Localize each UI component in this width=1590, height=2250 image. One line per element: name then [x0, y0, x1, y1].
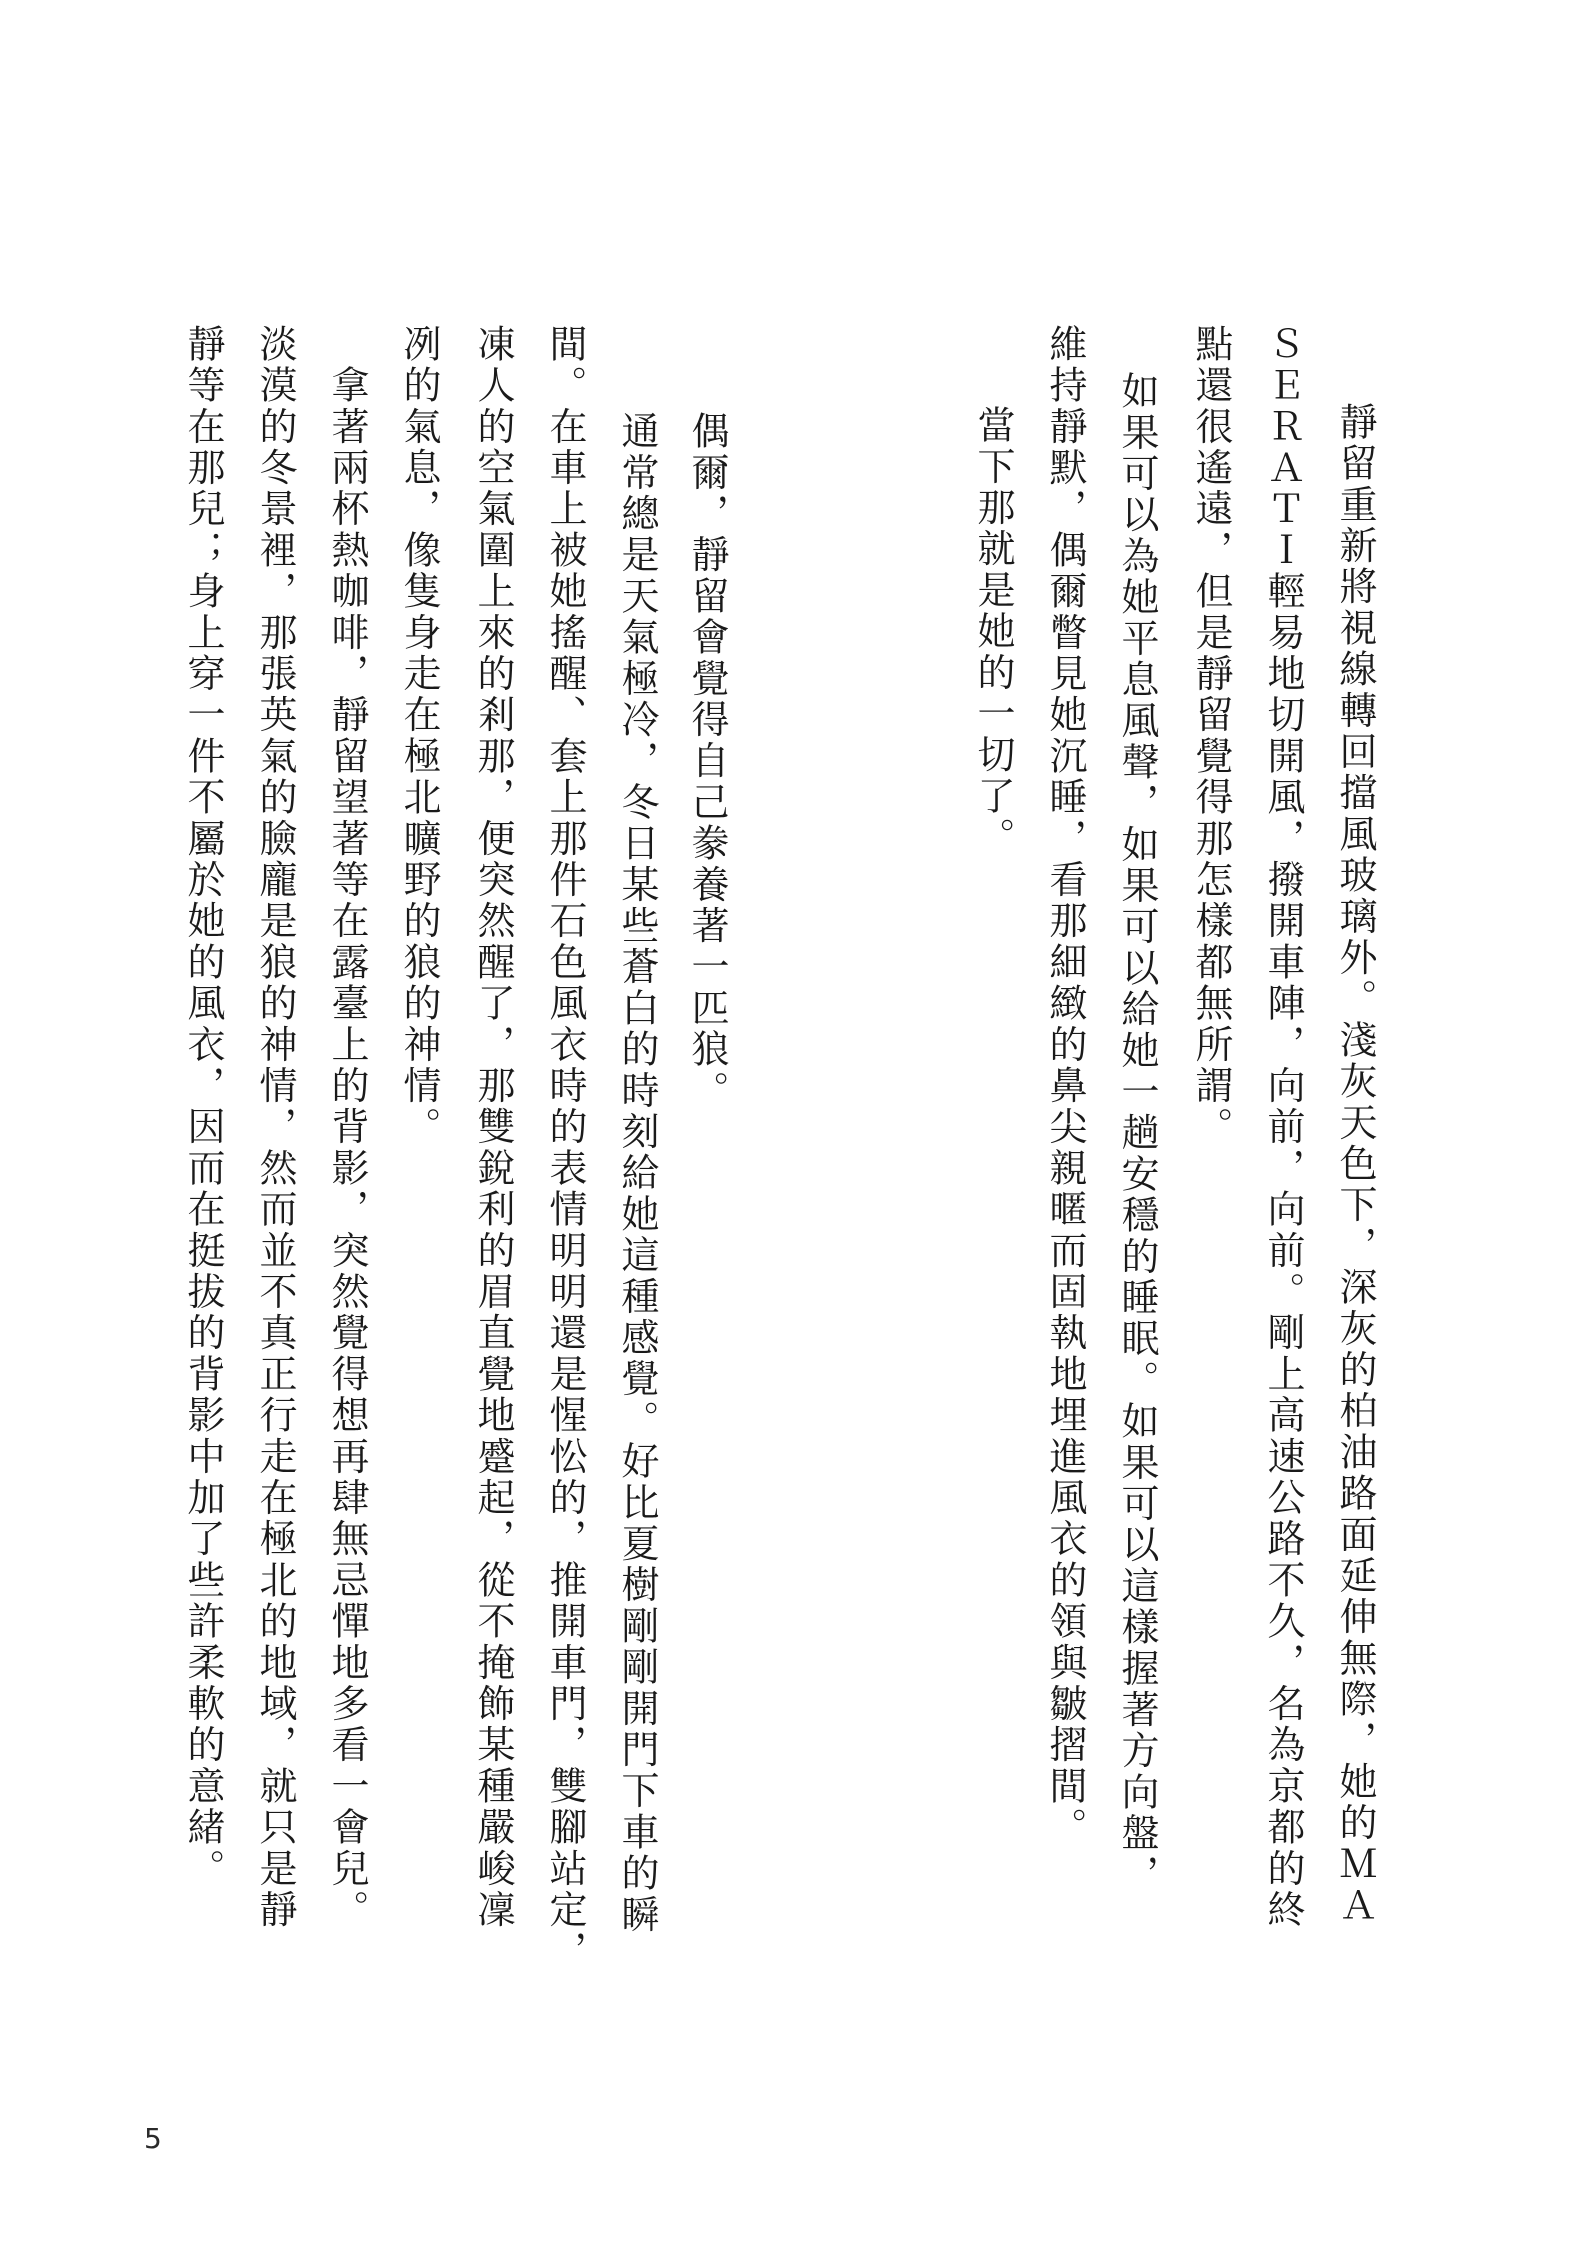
text-line: 點還很遙遠，但是靜留覺得那怎樣都無所謂。 — [1189, 324, 1233, 1148]
text-line: 間。在車上被她搖醒、套上那件石色風衣時的表情明明還是惺忪的，推開車門，雙腳站定， — [543, 324, 587, 1972]
text-line: 如果可以為她平息風聲，如果可以給她一趟安穩的睡眠。如果可以這樣握著方向盤， — [1115, 330, 1159, 1896]
text-line: 冽的氣息，像隻身走在極北曠野的狼的神情。 — [397, 324, 441, 1148]
text-line: 維持靜默，偶爾瞥見她沉睡，看那細緻的鼻尖親暱而固執地埋進風衣的領與皺摺間。 — [1043, 324, 1087, 1849]
text-line: ＳＥＲＡＴＩ輕易地切開風，撥開車陣，向前，向前。剛上高速公路不久，名為京都的終 — [1261, 324, 1305, 1931]
text-line: 拿著兩杯熱咖啡，靜留望著等在露臺上的背影，突然覺得想再肆無忌憚地多看一會兒。 — [325, 324, 369, 1931]
text-line: 靜等在那兒；身上穿一件不屬於她的風衣，因而在挺拔的背影中加了些許柔軟的意緒。 — [181, 324, 225, 1890]
page-number: 5 — [144, 2122, 162, 2155]
text-line: 通常總是天氣極冷，冬日某些蒼白的時刻給她這種感覺。好比夏樹剛剛開門下車的瞬 — [615, 370, 659, 1936]
text-line: 靜留重新將視線轉回擋風玻璃外。淺灰天色下，深灰的柏油路面延伸無際，她的ＭＡ — [1333, 402, 1377, 1927]
text-line: 當下那就是她的一切了。 — [971, 364, 1015, 859]
text-line: 偶爾，靜留會覺得自己豢養著一匹狼。 — [685, 370, 729, 1112]
text-line: 凍人的空氣圍上來的剎那，便突然醒了，那雙銳利的眉直覺地蹙起，從不掩飾某種嚴峻凜 — [471, 324, 515, 1931]
text-line: 淡漠的冬景裡，那張英氣的臉龐是狼的神情，然而並不真正行走在極北的地域，就只是靜 — [253, 324, 297, 1931]
